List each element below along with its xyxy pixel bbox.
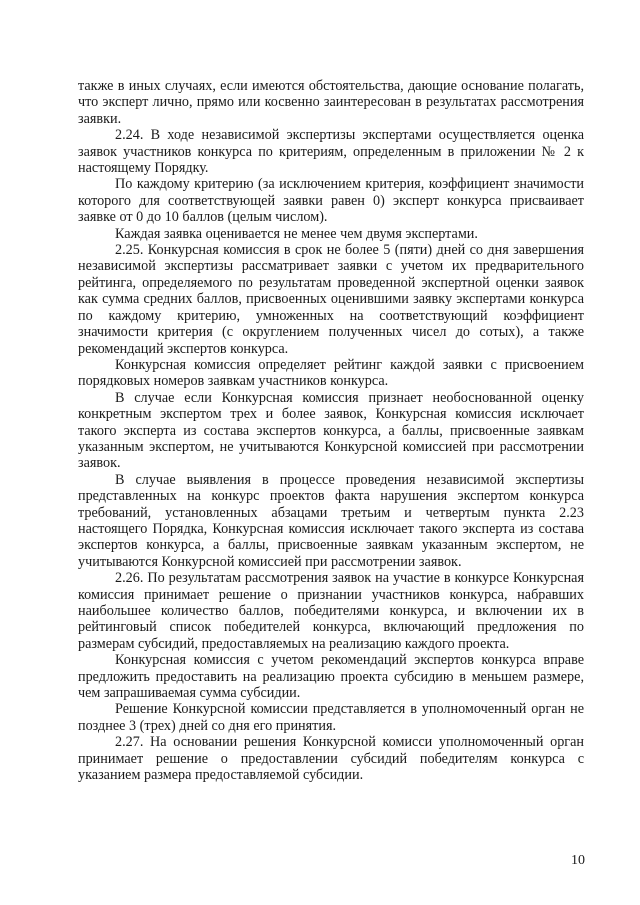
paragraph-rating: Конкурсная комиссия определяет рейтинг каждой заявки с присвоением порядковых номеров заявкам участников конкурса. xyxy=(78,356,584,390)
paragraph-two-experts: Каждая заявка оценивается не менее чем двумя экспертами. xyxy=(115,225,478,242)
paragraph-unfounded-assessment: В случае если Конкурсная комиссия признает необоснованной оценку конкретным экспертом трех и более заявок, Конкурсная комиссия исключает такого эксперта из состава экспертов конкурса, а баллы, присвоенные заявкам указанным экспертом, не учитываются Конкурсной комиссией при рассмотрении заявок. xyxy=(78,389,584,472)
paragraph-expert-violation: В случае выявления в процессе проведения независимой экспертизы представленных на конкурс проектов факта нарушения экспертом конкурса требований, установленных абзацами третьим и четвертым пункта 2.23 настоящего Порядка, Конкурсная комиссия исключает такого эксперта из состава экспертов конкурса, а баллы, присвоенные заявкам указанным экспертом, не учитываются Конкурсной комиссией при рассмотрении заявок. xyxy=(78,471,584,570)
paragraph-2-26: 2.26. По результатам рассмотрения заявок на участие в конкурсе Конкурсная комиссия принимает решение о признании участников конкурса, набравших наибольшее количество баллов, победителями конкурса, и включении их в рейтинговый список победителей конкурса, включающий предложения по размерам субсидий, предоставляемых на реализацию каждого проекта. xyxy=(78,570,584,652)
paragraph-2-24: 2.24. В ходе независимой экспертизы экспертами осуществляется оценка заявок участников конкурса по критериям, определенным в приложении № 2 к настоящему Порядку. xyxy=(78,127,584,177)
paragraph-criteria-scoring: По каждому критерию (за исключением критерия, коэффициент значимости которого для соответствующей заявки равен 0) эксперт конкурса присваивает заявке от 0 до 10 баллов (целым числом). xyxy=(78,176,584,226)
paragraph-continuation: также в иных случаях, если имеются обстоятельства, дающие основание полагать, что эксперт лично, прямо или косвенно заинтересован в результатах рассмотрения заявки. xyxy=(78,78,584,127)
paragraph-2-25: 2.25. Конкурсная комиссия в срок не более 5 (пяти) дней со дня завершения независимой экспертизы рассматривает заявки с учетом их предварительного рейтинга, определяемого по результатам проведенной экспертной оценки заявок как сумма средних баллов, присвоенных оценившими заявку экспертами конкурса по каждому критерию, умноженных на соответствующий коэффициент значимости критерия (с округлением полученных чисел до сотых), а также рекомендаций экспертов конкурса. xyxy=(78,242,584,357)
page-number: 10 xyxy=(571,853,585,868)
paragraph-decision-submission: Решение Конкурсной комиссии представляется в уполномоченный орган не позднее 3 (трех) дней со дня его принятия. xyxy=(78,701,584,734)
document-body xyxy=(78,78,584,783)
paragraph-reduced-subsidy: Конкурсная комиссия с учетом рекомендаций экспертов конкурса вправе предложить предоставить на реализацию проекта субсидию в меньшем размере, чем запрашиваемая сумма субсидии. xyxy=(78,652,584,702)
paragraph-2-27: 2.27. На основании решения Конкурсной комисси уполномоченный орган принимает решение о предоставлении субсидий победителям конкурса с указанием размера предоставляемой субсидии. xyxy=(78,734,584,784)
